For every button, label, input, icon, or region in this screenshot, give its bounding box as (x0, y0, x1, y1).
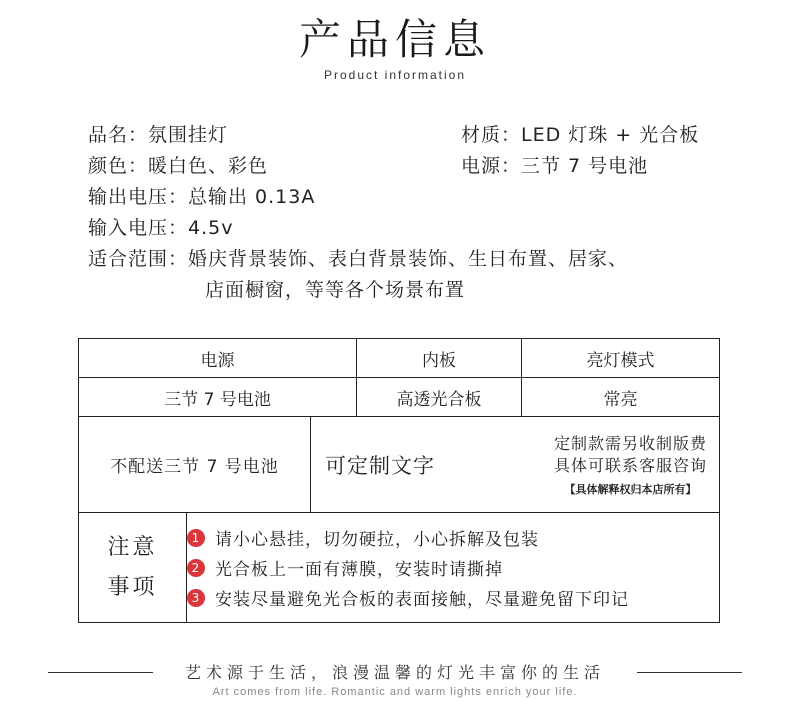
footer-slogan: 艺术源于生活，浪漫温馨的灯光丰富你的生活 (184, 663, 605, 682)
notice-text: 请小心悬挂，切勿硬拉，小心拆解及包装 (215, 530, 539, 550)
custom-contact-note: 具体可联系客服咨询 (554, 455, 708, 475)
spec-value-power: 三节 7 号电池 (79, 378, 357, 417)
custom-fee-note: 定制款需另收制版费 (554, 433, 708, 453)
info-input: 输入电压：4.5v (88, 217, 234, 239)
spec-header-power: 电源 (79, 339, 357, 378)
spec-value-mode: 常亮 (522, 378, 720, 417)
spec-notice-row (79, 513, 720, 623)
notice-label-line1: 注意 (107, 534, 158, 560)
notice-item (187, 523, 719, 553)
page-title: 产品信息 (298, 15, 491, 64)
spec-value-row (79, 378, 720, 417)
notice-text: 安装尽量避免光合板的表面接触，尽量避免留下印记 (215, 590, 629, 610)
info-color: 颜色：暖白色、彩色 (88, 155, 269, 177)
custom-text-label: 可定制文字 (325, 453, 435, 478)
number-badge-icon: 1 (187, 529, 205, 547)
info-right-column (461, 120, 699, 182)
spec-value-board: 高透光合板 (357, 378, 522, 417)
info-power: 电源：三节 7 号电池 (461, 155, 649, 177)
number-badge-icon: 3 (187, 589, 205, 607)
info-usage-line2: 店面橱窗，等等各个场景布置 (205, 279, 466, 301)
spec-header-row (79, 339, 720, 378)
number-badge-icon: 2 (187, 559, 205, 577)
custom-rights-note: 【具体解释权归本店所有】 (564, 482, 697, 496)
footer-slogan-en: Art comes from life. Romantic and warm lights enrich your life. (212, 686, 578, 698)
spec-custom-row (79, 417, 720, 513)
spec-header-mode: 亮灯模式 (522, 339, 720, 378)
no-battery-note: 不配送三节 7 号电池 (79, 417, 311, 513)
info-material: 材质：LED 灯珠 + 光合板 (461, 124, 700, 146)
page-subtitle: Product information (323, 68, 467, 82)
notice-item (187, 553, 719, 583)
notice-label-line2: 事项 (107, 574, 158, 600)
spec-table (78, 338, 720, 623)
info-name: 品名：氛围挂灯 (88, 124, 229, 146)
info-output: 输出电压：总输出 0.13A (88, 186, 316, 208)
notice-text: 光合板上一面有薄膜，安装时请撕掉 (215, 560, 503, 580)
spec-header-board: 内板 (357, 339, 522, 378)
notice-item (187, 583, 719, 613)
info-usage-line1: 适合范围：婚庆背景装饰、表白背景装饰、生日布置、居家、 (88, 248, 629, 270)
custom-cell (311, 417, 720, 513)
notice-list (187, 513, 720, 623)
notice-label-cell (79, 513, 187, 623)
